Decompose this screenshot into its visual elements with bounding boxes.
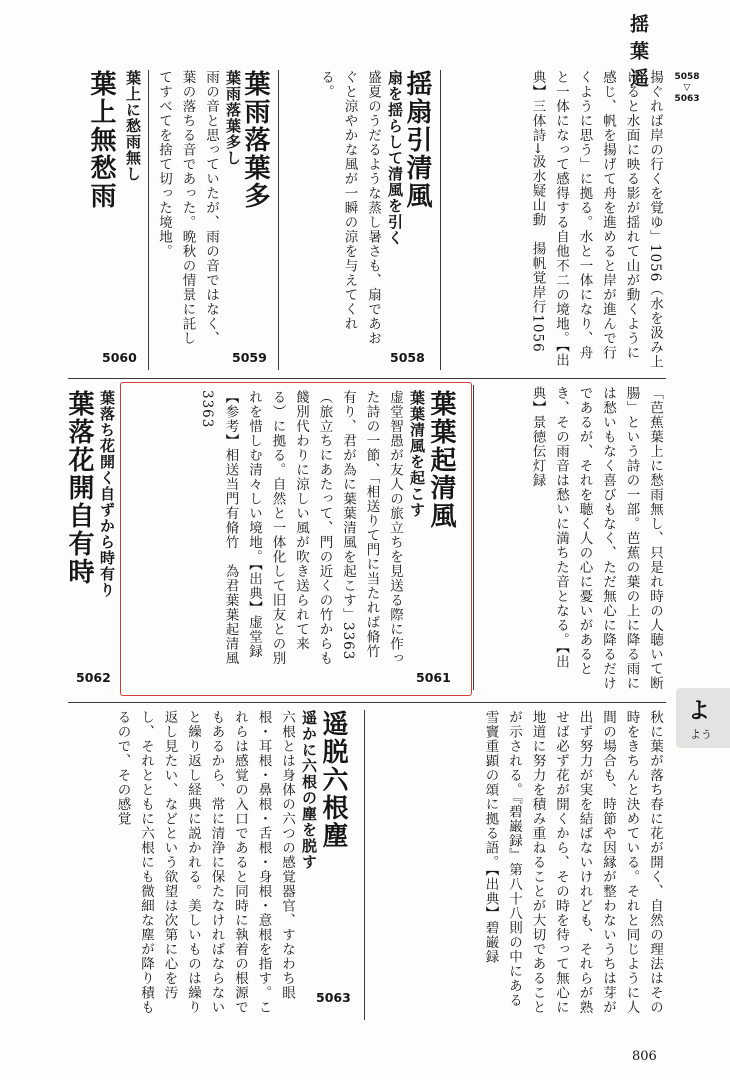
- entry-reading: 扇を揺らして清風を引く: [386, 70, 404, 246]
- entry-number: 5063: [316, 990, 351, 1005]
- range-arrow: ▽: [683, 83, 691, 93]
- entry-reading: 葉上に愁雨無し: [124, 70, 142, 182]
- entry-number: 5059: [232, 350, 267, 365]
- divider-3: [440, 70, 441, 370]
- range-to: 5063: [674, 94, 700, 104]
- entry-5057-body: [448, 70, 666, 370]
- entry-title: 葉落花開自有時: [64, 390, 94, 586]
- entry-number: 5062: [76, 670, 111, 685]
- entry-reading: 葉落ち花開く自ずから時有り: [98, 390, 116, 598]
- entry-body: 盛夏のうだるような蒸し暑さも、扇であおぐと涼やかな風が一瞬の涼を与えてくれる。: [318, 70, 381, 346]
- entry-body: 秋に葉が落ち春に花が開く、自然の理法はその時をきちんと決めている。それと同じように人間の場合も、時節や因縁が整わないうちは芽が出ず努力が実を結ばないけれども、それらが熟せば必ず花が開くから、その時を待って無心に地道に努力を積み重ねることが大切であることが示される。『碧巌録』第八十八則の中にある雪竇重顕の頌に拠る語。【出典】碧巌録: [482, 710, 663, 1015]
- entry-5063: [68, 710, 358, 1020]
- entry-number: 5058: [390, 350, 425, 365]
- entry-5062-body: [372, 710, 666, 1020]
- entry-body: 「芭蕉葉上に愁雨無し、只是れ時の人聴いて断腸」という詩の一部。芭蕉の葉の上に降る雨には愁いもなく喜びもなく、ただ無心に降るだけであるが、それを聴く人の心に憂いがあるとき、その雨音は愁いに満ちた音となる。【出典】景徳伝灯録: [529, 386, 663, 691]
- entry-title: 葉雨落葉多: [240, 70, 270, 210]
- middle-divider: [68, 702, 666, 703]
- entry-title: 遥脱六根塵: [318, 710, 348, 850]
- divider-2: [278, 70, 279, 370]
- entry-number: 5061: [416, 670, 451, 685]
- entry-5060: [68, 70, 144, 370]
- entry-range: [672, 72, 702, 105]
- entry-title: 葉上無愁雨: [86, 70, 116, 210]
- entry-body: 虚堂智愚が友人の旅立ちを見送る際に作った詩の一節、「相送りて門に当たれば脩竹有り、君が為に葉葉清風を起こす」3363（旅立ちにあたって、門の近くの竹からも餞別代わりに涼しい風が吹き送られて来る）に拠る。自然と一体化して旧友との別れを惜しむ清々しい境地。【出典】虚堂録【参考】相送当門有脩竹 為君葉葉起清風3363: [199, 390, 403, 666]
- entry-5062: [64, 390, 118, 690]
- divider-4: [473, 385, 474, 690]
- range-from: 5058: [674, 72, 700, 82]
- kana-index-tab[interactable]: [676, 688, 730, 748]
- entry-reading: 遥かに六根の塵を脱す: [300, 710, 318, 870]
- entry-body: 雨の音と思っていたが、雨の音ではなく、葉の落ちる音であった。晩秋の情景に託してすべてを捨て切った境地。: [156, 70, 219, 346]
- kana-tab-letter: よ: [688, 699, 711, 724]
- entry-body: 揚ぐれば岸の行くを覚ゆ」1056（水を汲み上げると水面に映る影が揺れて山が動くように感じ、帆を揚げて舟を進めると岸が進んで行くように思う」に拠る。水と一体になり、舟と一体になって感得する自他不二の境地。【出典】三体詩→汲水疑山動 揚帆覚岸行1056: [529, 70, 663, 370]
- entry-5060-body: [480, 386, 666, 691]
- entry-body: 六根とは身体の六つの感覚器官、すなわち眼根・耳根・鼻根・舌根・身根・意根を指す。これらは感覚の入口であると同時に執着の根源でもあるから、常に清浄に保たなければならないと繰り返し経典に説かれる。美しいものは繰り返し見たい、などという欲望は次第に心を汚し、それとともに六根にも微細な塵が降り積もるので、その感覚: [114, 710, 295, 1015]
- kana-tab-reading: よう: [690, 728, 712, 741]
- entry-reading: 葉雨落葉多し: [224, 70, 242, 166]
- divider-5: [364, 710, 365, 1020]
- divider-1: [148, 70, 149, 370]
- entry-title: 葉葉起清風: [426, 390, 456, 530]
- entry-number: 5060: [102, 350, 137, 365]
- entry-title: 揺扇引清風: [402, 70, 432, 210]
- entry-5058: [286, 70, 436, 370]
- page-number: 806: [632, 1049, 657, 1064]
- entry-5059: [156, 70, 274, 370]
- entry-reading: 葉葉清風を起こす: [408, 390, 426, 518]
- running-head: 揺葉遥: [627, 14, 649, 95]
- entry-5061: [128, 390, 466, 686]
- top-divider: [68, 378, 666, 379]
